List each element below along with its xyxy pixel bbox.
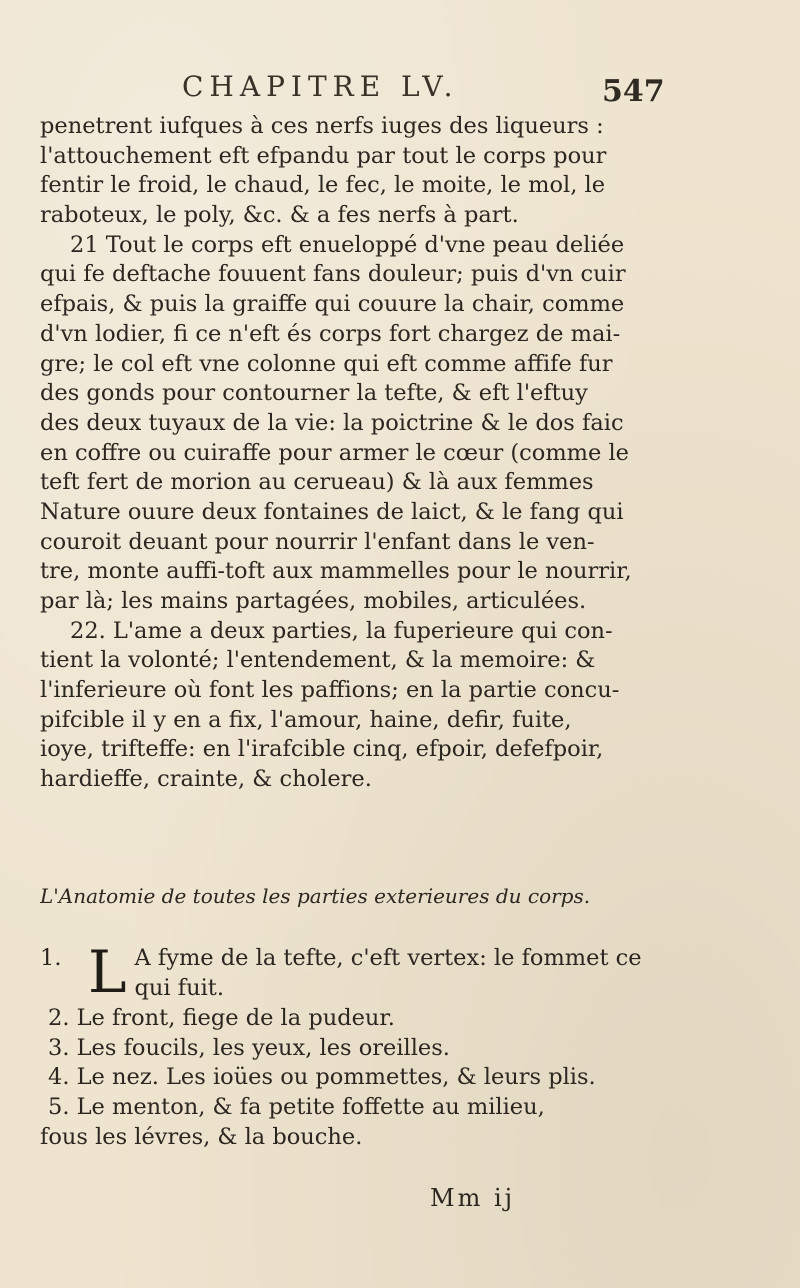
text-line: fentir le froid, le chaud, le fec, le moite, le mol, le (40, 172, 606, 199)
text-line: d'vn lodier, fi ce n'eft és corps fort chargez de mai- (40, 320, 621, 347)
text-line: hardieffe, crainte, & cholere. (40, 766, 372, 793)
paragraph-21-start: 21 Tout le corps eft enueloppé d'vne peau deliée (70, 231, 625, 258)
text-line: Nature ouure deux fontaines de laict, & le fang qui (40, 498, 624, 525)
drop-cap: L (88, 938, 127, 1006)
text-line: ioye, trifteffe: en l'irafcible cinq, efpoir, defefpoir, (40, 736, 604, 763)
text-line: raboteux, le poly, &c. & a fes nerfs à part. (40, 202, 519, 229)
chapter-title: CHAPITRE LV. (182, 70, 459, 103)
text-line: teft fert de morion au cerueau) & là aux femmes (40, 469, 594, 496)
body-text (40, 112, 670, 795)
item-text-line: A fyme de la tefte, c'eft vertex: le fommet ce (134, 945, 642, 971)
page-number: 547 (602, 74, 665, 109)
text-line: par là; les mains partagées, mobiles, articulées. (40, 588, 587, 614)
list-item: 5. Le menton, & fa petite foffette au milieu, (48, 1094, 545, 1121)
list-item: 2. Le front, fiege de la pudeur. (48, 1005, 395, 1031)
text-line: l'attouchement eft efpandu par tout le corps pour (40, 142, 607, 169)
paragraph-22-start: 22. L'ame a deux parties, la fuperieure qui con- (70, 617, 613, 644)
text-line: gre; le col eft vne colonne qui eft comme affife fur (40, 350, 613, 377)
text-line: des gonds pour contourner la tefte, & eft l'eftuy (40, 380, 588, 407)
list-item (40, 938, 670, 1006)
text-line: efpais, & puis la graiffe qui couure la chair, comme (40, 291, 625, 318)
text-line: couroit deuant pour nourrir l'enfant dans le ven- (40, 528, 595, 555)
list-item: 4. Le nez. Les ioües ou pommettes, & leurs plis. (48, 1064, 596, 1091)
list-item-continuation: fous les lévres, & la bouche. (40, 1123, 363, 1150)
text-line: en coffre ou cuiraffe pour armer le cœur (comme le (40, 439, 629, 466)
text-line: qui fe deftache fouuent fans douleur; puis d'vn cuir (40, 261, 626, 288)
text-line: tient la volonté; l'entendement, & la memoire: & (40, 647, 596, 674)
text-line: l'inferieure où font les paffions; en la partie concu- (40, 677, 620, 704)
anatomy-list (40, 938, 670, 1152)
text-line: tre, monte auffi-toft aux mammelles pour le nourrir, (40, 558, 632, 585)
text-line: penetrent iufques à ces nerfs iuges des liqueurs : (40, 113, 604, 139)
section-heading: L'Anatomie de toutes les parties exterieures du corps. (40, 884, 591, 908)
text-line: pifcible il y en a fix, l'amour, haine, defir, fuite, (40, 706, 572, 733)
item-number: 1. (40, 945, 62, 971)
item-text-line: qui fuit. (134, 974, 224, 1001)
list-item: 3. Les foucils, les yeux, les oreilles. (48, 1034, 450, 1061)
text-line: des deux tuyaux de la vie: la poictrine & le dos faic (40, 409, 624, 436)
running-head (0, 70, 800, 110)
signature-mark: Mm ij (430, 1184, 516, 1212)
